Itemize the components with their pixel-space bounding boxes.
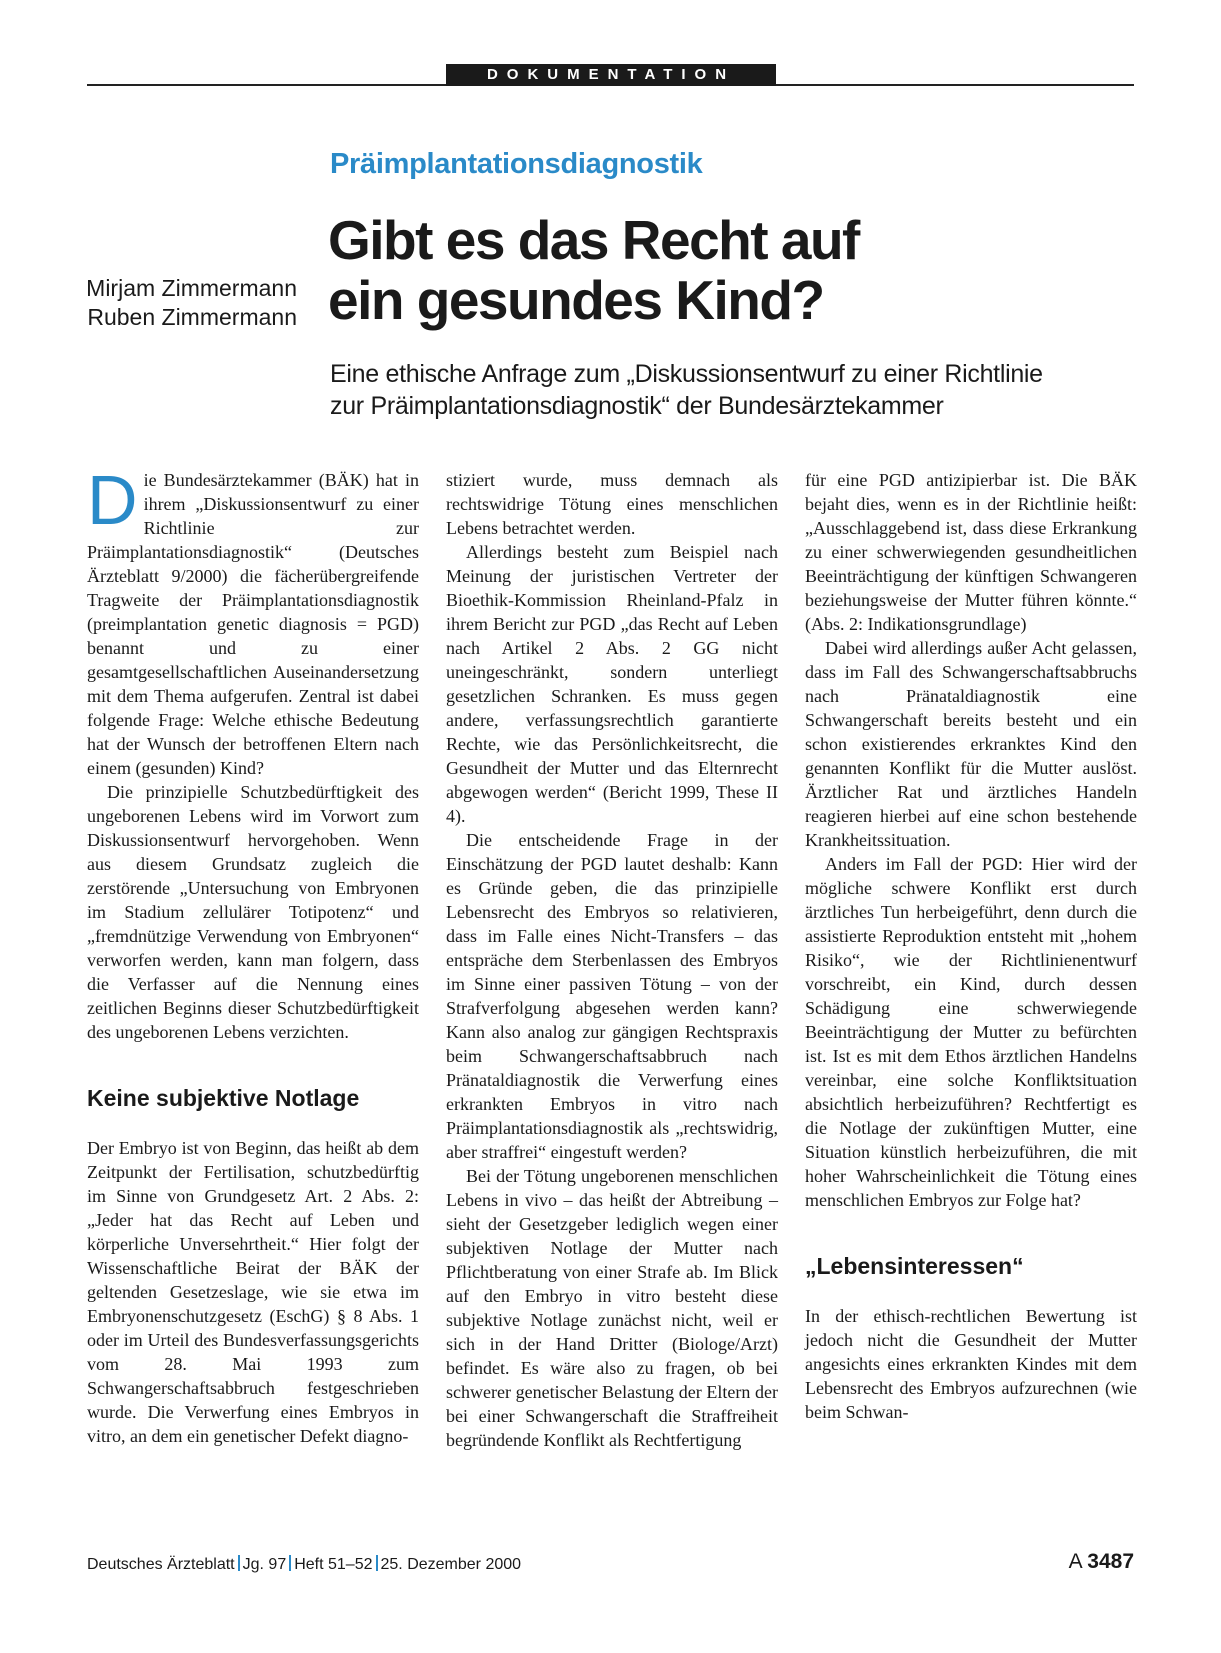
paragraph: In der ethisch-rechtlichen Bewertung ist jedoch nicht die Gesundheit der Mutter angesichts eines erkrankten Kindes mit dem Lebensrecht des Embryos aufzurechnen (wie beim Schwan- (805, 1306, 1137, 1422)
paragraph: Anders im Fall der PGD: Hier wird der mögliche schwere Konflikt erst durch ärztliches Tun herbeigeführt, denn durch die assistierte Reproduktion entsteht mit „hohem Risiko“, wie der Richtlinienentwurf vorschreibt, ein Kind, durch dessen Schädigung eine schwerwiegende Beeinträchtigung der Mutter zu befürchten ist. Ist es mit dem Ethos ärztlichen Handelns vereinbar, eine solche Konfliktsituation absichtlich herbeizuführen? Rechtfertigt es die Notlage der zukünftigen Mutter, eine Situation künstlich herbeizuführen, die mit hoher Wahrscheinlichkeit die Tötung eines menschlichen Embryos zur Folge hat? (805, 854, 1137, 1210)
page-prefix: A (1068, 1550, 1082, 1573)
author-2: Ruben Zimmermann (87, 304, 297, 330)
paragraph: Die entscheidende Frage in der Einschätzung der PGD lautet deshalb: Kann es Gründe geben, die das prinzipielle Lebensrecht des Embryos so relativieren, dass im Falle eines Nicht-Transfers – das entspräche dem Sterbenlassen des Embryos im Sinne einer passiven Tötung – von der Strafverfolgung abgesehen werden kann? Kann also analog zur gängigen Rechtspraxis beim Schwangerschaftsabbruch nach Pränataldiagnostik die Verwerfung eines erkrankten Embryos in vitro nach Präimplantationsdiagnostik als „rechtswidrig, aber straffrei“ eingestuft werden? (446, 830, 778, 1162)
paragraph (87, 461, 419, 780)
paragraph-text: ie Bundesärztekammer (BÄK) hat in ihrem „Diskussionsentwurf zu einer Richtlinie zur Präimplantationsdiagnostik“ (Deutsches Ärzteblatt 9/2000) die fächerübergreifende Tragweite der Präimplantationsdiagnostik (preimplantation genetic diagnosis = PGD) benannt und zu einer gesamtgesellschaftlichen Auseinandersetzung mit dem Thema aufgerufen. Zentral ist dabei folgende Frage: Welche ethische Bedeutung hat der Wunsch der betroffenen Eltern nach einem (gesunden) Kind? (87, 470, 419, 778)
subtitle-line-2: zur Präimplantationsdiagnostik“ der Bundesärztekammer (330, 392, 944, 420)
headline-line-1: Gibt es das Recht auf (328, 209, 859, 271)
authors (86, 274, 297, 332)
paragraph: Der Embryo ist von Beginn, das heißt ab dem Zeitpunkt der Fertilisation, schutzbedürftig im Sinne von Grundgesetz Art. 2 Abs. 2: „Jeder hat das Recht auf Leben und körperliche Unversehrtheit.“ Hier folgt der Wissenschaftliche Beirat der BÄK der geltenden Gesetzeslage, wie sie etwa im Embryonenschutzgesetz (EschG) § 8 Abs. 1 oder im Urteil des Bundesverfassungsgerichts vom 28. Mai 1993 zum Schwangerschaftsabbruch festgeschrieben wurde. Die Verwerfung eines Embryos in vitro, an dem ein genetischer Defekt diagno- (87, 1138, 419, 1446)
paragraph: stiziert wurde, muss demnach als rechtswidrige Tötung eines menschlichen Lebens betrachtet werden. (446, 470, 778, 538)
drop-cap: D (87, 461, 138, 539)
separator (289, 1555, 291, 1571)
page-number (1069, 1550, 1134, 1574)
paragraph: Die prinzipielle Schutzbedürftigkeit des ungeborenen Lebens wird im Vorwort zum Diskussionsentwurf hervorgehoben. Wenn aus diesem Grundsatz zugleich die zerstörende „Untersuchung von Embryonen im Stadium zellulärer Totipotenz“ und „fremdnützige Verwendung von Embryonen“ verworfen werden, kann man folgern, dass die Verfasser auf die Nennung eines zeitlichen Beginns dieser Schutzbedürftigkeit des ungeborenen Lebens verzichten. (87, 782, 419, 1042)
page-number-value: 3487 (1087, 1550, 1134, 1573)
headline-line-2: ein gesundes Kind? (328, 269, 824, 331)
column-1 (87, 461, 419, 1448)
separator (376, 1555, 378, 1571)
issue-date: 25. Dezember 2000 (380, 1556, 522, 1573)
column-3 (805, 468, 1137, 1424)
section-heading: Keine subjektive Notlage (87, 1085, 360, 1111)
paragraph: Allerdings besteht zum Beispiel nach Meinung der juristischen Vertreter der Bioethik-Kommission Rheinland-Pfalz in ihrem Bericht zur PGD „das Recht auf Leben nach Artikel 2 Abs. 2 GG nicht uneingeschränkt, sondern unterliegt gesetzlichen Schranken. Es muss gegen andere, verfassungsrechtlich garantierte Rechte, wie das Persönlichkeitsrecht, die Gesundheit der Mutter und das Elternrecht abgewogen werden“ (Bericht 1999, These II 4). (446, 542, 778, 826)
section-label: DOKUMENTATION (446, 64, 776, 86)
headline (328, 210, 859, 330)
footer-citation (87, 1555, 521, 1574)
column-2 (446, 468, 778, 1452)
subtitle (330, 358, 1130, 422)
paragraph: Bei der Tötung ungeborenen menschlichen Lebens in vivo – das heißt der Abtreibung – sieht der Gesetzgeber lediglich wegen einer subjektiven Notlage der Mutter nach Pflichtberatung von einer Strafe ab. Im Blick auf den Embryo in vitro besteht diese subjektive Notlage zunächst nicht, weil er sich in der Hand Dritter (Biologe/Arzt) befindet. Es wäre also zu fragen, ob bei schwerer genetischer Belastung der Eltern der bei einer Schwangerschaft die Straffreiheit begründende Konflikt als Rechtfertigung (446, 1166, 778, 1450)
paragraph: für eine PGD antizipierbar ist. Die BÄK bejaht dies, wenn es in der Richtlinie heißt: „Ausschlaggebend ist, dass diese Erkrankung zu einer schwerwiegenden gesundheitlichen Beeinträchtigung der künftigen Schwangeren beziehungsweise der Mutter führen könnte.“ (Abs. 2: Indikationsgrundlage) (805, 470, 1137, 634)
separator (238, 1555, 240, 1571)
kicker: Präimplantationsdiagnostik (330, 148, 703, 180)
subtitle-line-1: Eine ethische Anfrage zum „Diskussionsentwurf zu einer Richtlinie (330, 360, 1043, 388)
author-1: Mirjam Zimmermann (86, 275, 297, 301)
issue: Heft 51–52 (294, 1556, 373, 1573)
section-heading: „Lebensinteressen“ (805, 1253, 1024, 1279)
paragraph: Dabei wird allerdings außer Acht gelassen, dass im Fall des Schwangerschaftsabbruchs nach Pränataldiagnostik eine Schwangerschaft bereits besteht und ein schon existierendes erkranktes Kind den genannten Konflikt für die Mutter auslöst. Ärztlicher Rat und ärztliches Handeln reagieren hierbei auf eine schon bestehende Krankheitssituation. (805, 638, 1137, 850)
volume: Jg. 97 (242, 1556, 287, 1573)
journal-name: Deutsches Ärzteblatt (87, 1556, 235, 1573)
